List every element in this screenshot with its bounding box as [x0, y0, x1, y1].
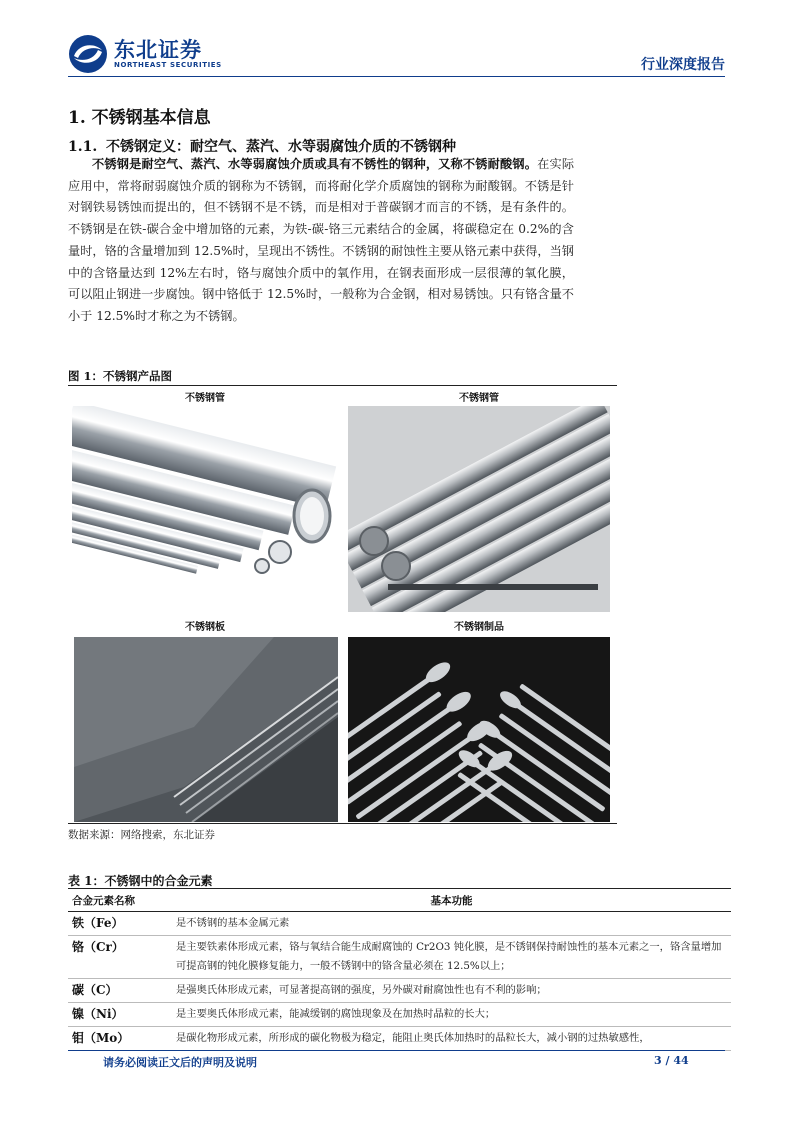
company-logo	[68, 32, 268, 76]
photo-stainless-bars	[348, 406, 610, 612]
logo-swirl-icon	[68, 34, 108, 74]
section-number: 1.	[68, 108, 86, 128]
subsection-heading	[68, 136, 456, 156]
column-header-element: 合金元素名称	[68, 889, 172, 912]
table-row	[68, 912, 731, 936]
report-type: 行业深度报告	[641, 57, 725, 73]
element-name: 碳（C）	[68, 979, 172, 1003]
figure-label-plate: 不锈钢板	[185, 622, 225, 633]
photo-stainless-cutlery	[348, 637, 610, 822]
element-function: 是主要奥氏体形成元素，能减缓钢的腐蚀现象及在加热时晶粒的长大；	[172, 1003, 731, 1027]
figure-label-products: 不锈钢制品	[454, 622, 504, 633]
table-header-row	[68, 889, 731, 912]
table-row	[68, 936, 731, 979]
table-row	[68, 1027, 731, 1051]
table-caption: 表 1：不锈钢中的合金元素	[68, 874, 213, 888]
element-name: 镍（Ni）	[68, 1003, 172, 1027]
photo-stainless-tubes	[72, 406, 338, 612]
alloy-elements-table	[68, 888, 731, 1051]
header-divider	[68, 76, 725, 77]
element-name: 铁（Fe）	[68, 912, 172, 936]
figure-label-pipe-2: 不锈钢管	[459, 393, 499, 404]
body-paragraph	[68, 154, 574, 328]
element-function: 是强奥氏体形成元素，可显著提高钢的强度，另外碳对耐腐蚀性也有不利的影响；	[172, 979, 731, 1003]
disclaimer-note: 请务必阅读正文后的声明及说明	[103, 1056, 257, 1069]
element-name: 铬（Cr）	[68, 936, 172, 979]
column-header-function: 基本功能	[172, 889, 731, 912]
figure-caption: 图 1：不锈钢产品图	[68, 369, 173, 383]
subsection-number: 1.1.	[68, 139, 98, 155]
photo-stainless-plates	[74, 637, 338, 822]
element-function: 是不锈钢的基本金属元素	[172, 912, 731, 936]
element-function: 是碳化物形成元素，所形成的碳化物极为稳定，能阻止奥氏体加热时的晶粒长大，减小钢的过热敏感性，	[172, 1027, 731, 1051]
subsection-title: 不锈钢定义：耐空气、蒸汽、水等弱腐蚀介质的不锈钢种	[106, 139, 456, 155]
section-title: 不锈钢基本信息	[91, 108, 211, 128]
logo-chinese-name: 东北证券	[114, 38, 202, 62]
element-name: 钼（Mo）	[68, 1027, 172, 1051]
bold-lead-sentence: 不锈钢是耐空气、蒸汽、水等弱腐蚀介质或具有不锈性的钢种，又称不锈耐酸钢。	[92, 157, 538, 171]
figure-top-rule	[68, 385, 617, 386]
paragraph-text: 在实际应用中，常将耐弱腐蚀介质的钢称为不锈钢，而将耐化学介质腐蚀的钢称为耐酸钢。不锈是针对钢铁易锈蚀而提出的，但不锈钢不是不锈，而是相对于普碳钢才而言的不锈，是有条件的。不锈钢是在铁-碳合金中增加铬的元素，为铁-碳-铬三元素结合的金属，将碳稳定在 0.2%的含量时，铬的含量增加到 12.5%时，呈现出不锈性。不锈钢的耐蚀性主要从铬元素中获得，当钢中的含铬量达到 12%左右时，铬与腐蚀介质中的氧作用，在钢表面形成一层很薄的氧化膜，可以阻止钢进一步腐蚀。钢中铬低于 12.5%时，一般称为合金钢，相对易锈蚀。只有铬含量不小于 12.5%时才称之为不锈钢。	[68, 157, 575, 323]
figure-source: 数据来源：网络搜索，东北证券	[68, 829, 215, 841]
figure-bottom-rule	[68, 823, 617, 824]
element-function: 是主要铁素体形成元素，铬与氧结合能生成耐腐蚀的 Cr2O3 钝化膜，是不锈钢保持耐蚀性的基本元素之一，铬含量增加可提高钢的钝化膜修复能力，一般不锈钢中的铬含量必须在 12.5%以上；	[172, 936, 731, 979]
page-number: 3 / 44	[654, 1054, 689, 1067]
section-heading	[68, 103, 211, 128]
logo-english-name: NORTHEAST SECURITIES	[114, 61, 222, 69]
table-row	[68, 979, 731, 1003]
figure-label-pipe-1: 不锈钢管	[185, 393, 225, 404]
footer-divider	[68, 1050, 725, 1051]
table-row	[68, 1003, 731, 1027]
